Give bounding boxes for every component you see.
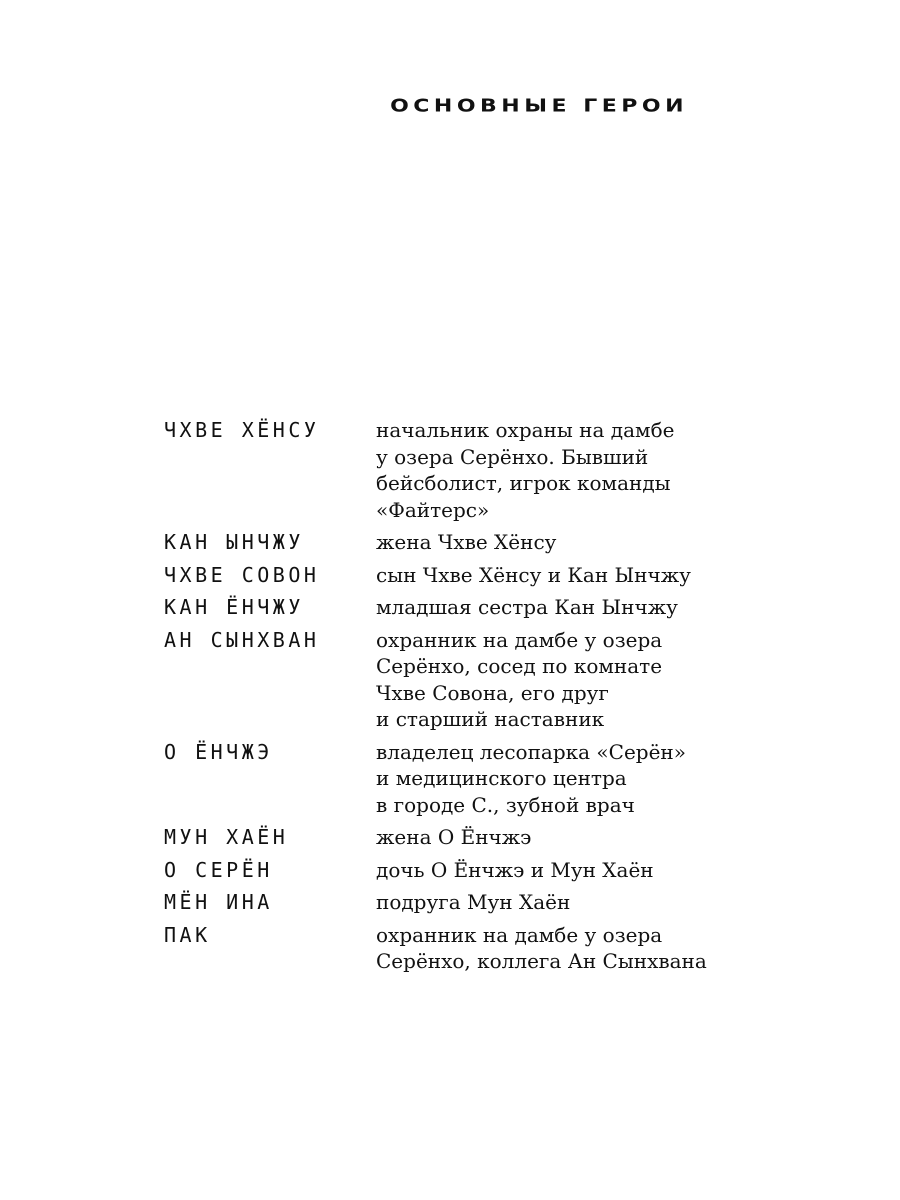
description-line: Серёнхо, коллега Ан Сынхвана — [376, 949, 707, 973]
character-row — [164, 886, 724, 919]
character-name: МЁН ИНА — [164, 890, 273, 914]
description-line: подруга Мун Хаён — [376, 890, 571, 914]
character-name: ЧХВЕ СОВОН — [164, 562, 320, 587]
description-line: младшая сестра Кан Ынчжу — [376, 595, 678, 619]
character-description — [376, 414, 724, 526]
description-line: и старший наставник — [376, 707, 605, 731]
description-line: Чхве Совона, его друг — [376, 680, 609, 705]
page-title: ОСНОВНЫЕ ГЕРОИ — [390, 96, 688, 117]
character-name: АН СЫНХВАН — [164, 627, 320, 652]
description-line: у озера Серёнхо. Бывший — [376, 444, 649, 469]
description-line: владелец лесопарка «Серён» — [376, 739, 686, 764]
character-row — [164, 414, 724, 526]
character-description — [376, 559, 724, 592]
character-row — [164, 821, 724, 854]
character-name: КАН ЫНЧЖУ — [164, 530, 304, 554]
description-line: и медицинского центра — [376, 766, 627, 790]
character-name: О ЁНЧЖЭ — [164, 739, 273, 764]
character-row — [164, 919, 724, 978]
character-row — [164, 736, 724, 822]
character-description — [376, 821, 724, 854]
character-description — [376, 736, 724, 822]
character-row — [164, 854, 724, 887]
description-line: «Файтерс» — [376, 497, 490, 522]
description-line: жена Чхве Хёнсу — [376, 530, 557, 554]
cast-list — [164, 414, 724, 978]
description-line: охранник на дамбе у озера — [376, 922, 663, 947]
character-description — [376, 886, 724, 919]
character-row — [164, 591, 724, 624]
character-name: ПАК — [164, 922, 211, 947]
character-description — [376, 919, 724, 978]
description-line: дочь О Ёнчжэ и Мун Хаён — [376, 857, 654, 882]
character-row — [164, 624, 724, 736]
character-name: КАН ЁНЧЖУ — [164, 595, 304, 619]
description-line: в городе С., зубной врач — [376, 792, 635, 817]
character-description — [376, 526, 724, 559]
description-line: Серёнхо, сосед по комнате — [376, 654, 663, 678]
character-description — [376, 624, 724, 736]
description-line: начальник охраны на дамбе — [376, 418, 675, 442]
character-row — [164, 559, 724, 592]
character-name: МУН ХАЁН — [164, 825, 289, 849]
description-line: жена О Ёнчжэ — [376, 825, 532, 849]
character-name: ЧХВЕ ХЁНСУ — [164, 418, 320, 442]
character-name: О СЕРЁН — [164, 857, 273, 882]
character-description — [376, 591, 724, 624]
character-description — [376, 854, 724, 887]
description-line: охранник на дамбе у озера — [376, 627, 663, 652]
description-line: сын Чхве Хёнсу и Кан Ынчжу — [376, 562, 691, 587]
character-row — [164, 526, 724, 559]
description-line: бейсболист, игрок команды — [376, 471, 671, 495]
